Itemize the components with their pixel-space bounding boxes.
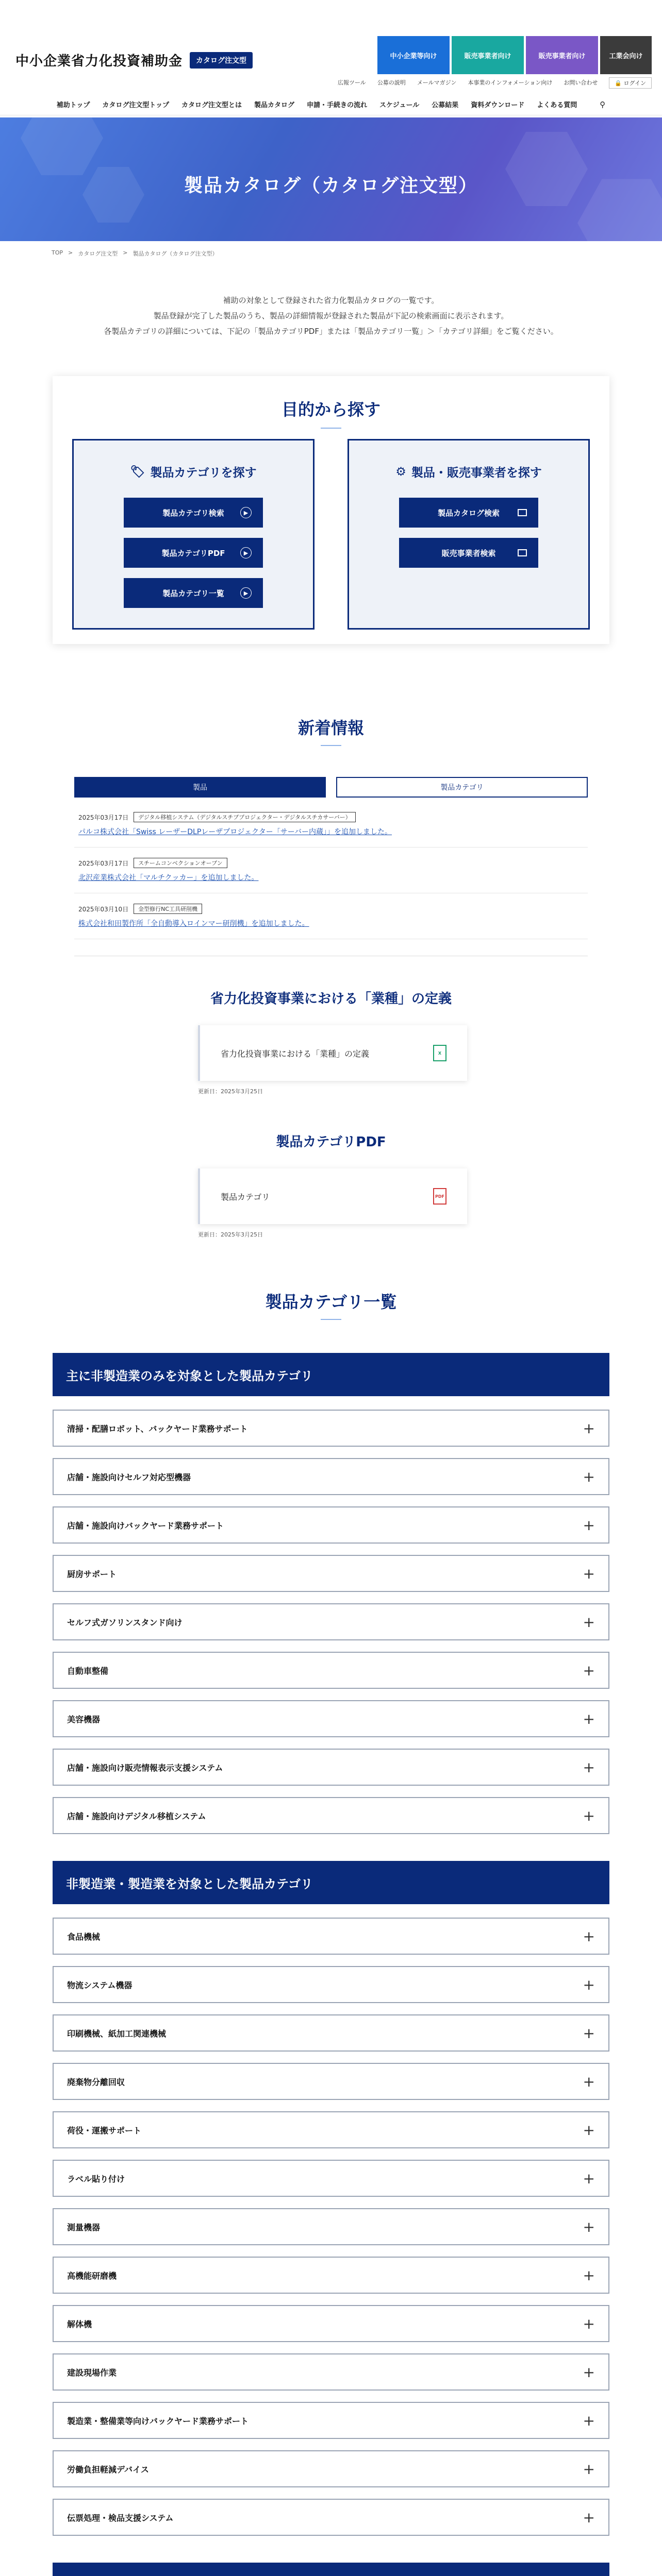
title-underline [321,1319,341,1320]
category-accordion[interactable] [53,1603,609,1640]
util-mailmag[interactable]: メールマガジン [417,79,457,86]
nav-results[interactable]: 公募結果 [432,101,459,109]
category-accordion[interactable] [53,1458,609,1495]
intro-line: 製品登録が完了した製品のうち、製品の詳細情報が登録された製品が下記の検索画面に表示されます。 [153,311,509,320]
utility-links [338,78,652,89]
category-label: 店舗・施設向け販売情報表示支援システム [67,1762,223,1773]
panel-heading: 製品・販売事業者を探す [411,466,542,480]
title-underline [321,745,341,746]
nav-subsidy-top[interactable]: 補助トップ [56,101,90,109]
catalog-search-button[interactable] [399,498,538,528]
news-link[interactable]: 北沢産業株式会社「マルチクッカー」を追加しました。 [78,874,259,882]
category-label: 店舗・施設向けデジタル移植システム [67,1811,206,1821]
plus-icon: + [583,1662,595,1679]
vendor-button-2[interactable]: 販売事業者向け [526,36,598,74]
plus-icon: + [583,2363,595,2381]
logo[interactable] [15,50,253,70]
category-accordion[interactable] [53,2063,609,2100]
news-tag: スチームコンベクションオーブン [134,858,227,868]
external-window-icon [518,549,527,556]
category-accordion[interactable] [53,2499,609,2536]
news-link[interactable]: パルコ株式会社「Swiss レーザーDLPレーザプロジェクター「サーバー内蔵」」を追加しました。 [78,828,392,836]
intro-line: 各製品カテゴリの詳細については、下記の「製品カテゴリPDF」または「製品カテゴリ一覧」＞「カテゴリ詳細」をご覧ください。 [104,327,558,336]
category-accordion[interactable] [53,1700,609,1737]
button-label: 製品カタログ検索 [437,508,500,518]
hex-decoration [505,128,588,210]
tab-categories[interactable]: 製品カテゴリ [336,777,588,798]
tag-icon: 🏷 [130,465,145,479]
breadcrumb-top[interactable]: TOP [52,249,63,256]
util-briefing[interactable]: 公募の説明 [377,79,406,86]
page-title: 製品カタログ（カタログ注文型） [184,175,478,196]
news-tabs [74,777,588,798]
pdf-file-icon: PDF [433,1188,446,1205]
list-item [74,802,588,848]
category-label: 廃棄物分離回収 [67,2077,125,2087]
category-accordion[interactable] [53,2014,609,2052]
category-label: 厨房サポート [67,1569,117,1579]
category-label: 美容機器 [67,1714,101,1724]
category-search-panel [72,439,315,630]
purpose-title: 目的から探す [281,400,380,419]
pdf-card[interactable] [198,1168,467,1224]
category-label: 建設現場作業 [67,2367,117,2378]
plus-icon: + [583,2412,595,2429]
login-button[interactable]: 🔒 ログイン [609,77,652,89]
category-accordion[interactable] [53,2402,609,2439]
arrow-right-icon: ▶ [240,587,252,599]
breadcrumb-separator: > [123,249,128,256]
nav-schedule[interactable]: スケジュール [379,101,420,109]
global-nav [0,94,662,115]
card-label: 省力化投資事業における「業種」の定義 [221,1048,370,1059]
util-pr-tools[interactable]: 広報ツール [338,79,366,86]
intro-text [0,293,662,339]
plus-icon: + [583,1613,595,1631]
plus-icon: + [583,2170,595,2187]
site-header [0,0,662,77]
category-group-heading: 非製造業・製造業を対象とした製品カテゴリ [53,1861,609,1904]
audience-buttons [377,36,652,74]
hero-banner [0,117,662,241]
plus-icon: + [583,1710,595,1727]
breadcrumb-separator: > [68,249,73,256]
vendor-button[interactable]: 販売事業者向け [452,36,524,74]
category-group-heading: 主に非製造業のみを対象とした製品カテゴリ [53,1353,609,1396]
category-label: 解体機 [67,2319,92,2329]
sme-button[interactable]: 中小企業等向け [377,36,450,74]
button-label: 製品カテゴリPDF [161,548,225,558]
nav-product-catalog[interactable]: 製品カタログ [254,101,294,109]
news-date: 2025年03月17日 [78,859,129,867]
card-label: 製品カテゴリ [221,1192,270,1202]
definition-card[interactable] [198,1025,467,1081]
news-tag: デジタル移植システム（デジタルスチブプロジェクター・デジタルスチカサーバー） [134,812,356,822]
category-label: 印刷機械、紙加工関連機械 [67,2028,167,2039]
logo-text: 中小企業省力化投資補助金 [15,54,183,69]
plus-icon: + [583,1927,595,1945]
category-accordion[interactable] [53,2305,609,2342]
category-label: 荷役・運搬サポート [67,2125,142,2136]
breadcrumb [52,249,218,258]
association-button[interactable]: 工業会向け [600,36,652,74]
category-label: 店舗・施設向けバックヤード業務サポート [67,1520,224,1531]
gear-icon: ⚙ [395,465,406,479]
hex-decoration [21,117,103,179]
category-accordion[interactable] [53,2450,609,2487]
nav-about[interactable]: カタログ注文型とは [181,101,242,109]
product-vendor-panel [347,439,590,630]
category-accordion[interactable] [53,1918,609,1955]
news-list[interactable] [74,802,588,956]
category-label: セルフ式ガソリンスタンド向け [67,1617,183,1628]
category-accordion[interactable] [53,1410,609,1447]
nav-downloads[interactable]: 資料ダウンロード [471,101,525,109]
category-accordion[interactable] [53,1966,609,2003]
category-label: 高機能研磨機 [67,2270,117,2281]
breadcrumb-current: 製品カタログ（カタログ注文型） [133,250,218,257]
plus-icon: + [583,1516,595,1534]
category-search-button[interactable] [124,498,263,528]
category-label: 自動車整備 [67,1666,109,1676]
plus-icon: + [583,2460,595,2478]
nav-catalog-top[interactable]: カタログ注文型トップ [102,101,169,109]
plus-icon: + [583,2509,595,2526]
plus-icon: + [583,1758,595,1776]
category-label: 製造業・整備業等向けバックヤード業務サポート [67,2416,249,2426]
plus-icon: + [583,1468,595,1485]
external-window-icon [518,509,527,516]
excel-file-icon: X [433,1045,446,1061]
updated-date: 更新日：2025年3月25日 [198,1231,263,1238]
news-title: 新着情報 [297,718,364,738]
category-list-button[interactable] [124,578,263,608]
category-accordion[interactable] [53,2257,609,2294]
updated-date: 更新日：2025年3月25日 [198,1088,263,1095]
util-info[interactable]: 本事業のインフォメーション向け [468,79,553,86]
button-label: 製品カテゴリ一覧 [162,588,224,598]
util-contact[interactable]: お問い合わせ [564,79,598,86]
plus-icon: + [583,2121,595,2139]
news-link[interactable]: 株式会社和田製作所「全自動導入ロインマー研削機」を追加しました。 [78,920,309,928]
category-label: 清掃・配膳ロボット、バックヤード業務サポート [67,1423,248,1434]
category-group-heading [53,2563,609,2576]
plus-icon: + [583,2315,595,2332]
list-item [74,848,588,893]
category-accordion[interactable] [53,1506,609,1544]
category-pdf-button[interactable] [124,538,263,568]
category-label: ラベル貼り付け [67,2174,125,2184]
pdf-title: 製品カテゴリPDF [276,1134,386,1150]
login-label: ログイン [623,80,646,87]
list-item [74,893,588,939]
plus-icon: + [583,2218,595,2235]
category-label: 食品機械 [67,1931,101,1942]
title-underline [321,428,341,429]
search-by-purpose [53,376,609,644]
category-accordion[interactable] [53,2111,609,2148]
tab-products[interactable]: 製品 [74,777,326,798]
news-tag: 金型修行NC工具研削機 [134,904,202,914]
category-label: 店舗・施設向けセルフ対応型機器 [67,1472,191,1482]
nav-faq[interactable]: よくある質問 [537,101,577,109]
news-date: 2025年03月10日 [78,905,129,913]
button-label: 販売事業者検索 [441,548,496,558]
arrow-right-icon: ▶ [240,507,252,518]
category-accordion[interactable] [53,2160,609,2197]
panel-heading: 製品カテゴリを探す [150,466,257,480]
nav-flow[interactable]: 申請・手続きの流れ [306,101,367,109]
logo-badge: カタログ注文型 [190,52,253,69]
search-icon[interactable]: ⚲ [600,99,606,109]
category-accordion[interactable] [53,1797,609,1834]
plus-icon: + [583,1419,595,1437]
category-list-title: 製品カテゴリ一覧 [265,1292,397,1312]
plus-icon: + [583,1565,595,1582]
category-accordion[interactable] [53,1749,609,1786]
plus-icon: + [583,2024,595,2042]
category-accordion[interactable] [53,2208,609,2245]
vendor-search-button[interactable] [399,538,538,568]
category-accordion[interactable] [53,1652,609,1689]
category-label: 測量機器 [67,2222,101,2232]
category-label: 労働負担軽減デバイス [67,2464,149,2475]
category-accordion[interactable] [53,2353,609,2391]
arrow-right-icon: ▶ [240,547,252,558]
plus-icon: + [583,2073,595,2090]
category-accordion[interactable] [53,1555,609,1592]
definition-title: 省力化投資事業における「業種」の定義 [210,991,452,1007]
breadcrumb-catalog[interactable]: カタログ注文型 [78,250,118,257]
intro-line: 補助の対象として登録された省力化製品カタログの一覧です。 [223,296,439,305]
plus-icon: + [583,1976,595,1993]
button-label: 製品カテゴリ検索 [162,508,224,518]
news-date: 2025年03月17日 [78,814,129,821]
plus-icon: + [583,1807,595,1824]
plus-icon: + [583,2266,595,2284]
category-label: 物流システム機器 [67,1980,133,1990]
category-label: 伝票処理・検品支援システム [67,2513,174,2523]
